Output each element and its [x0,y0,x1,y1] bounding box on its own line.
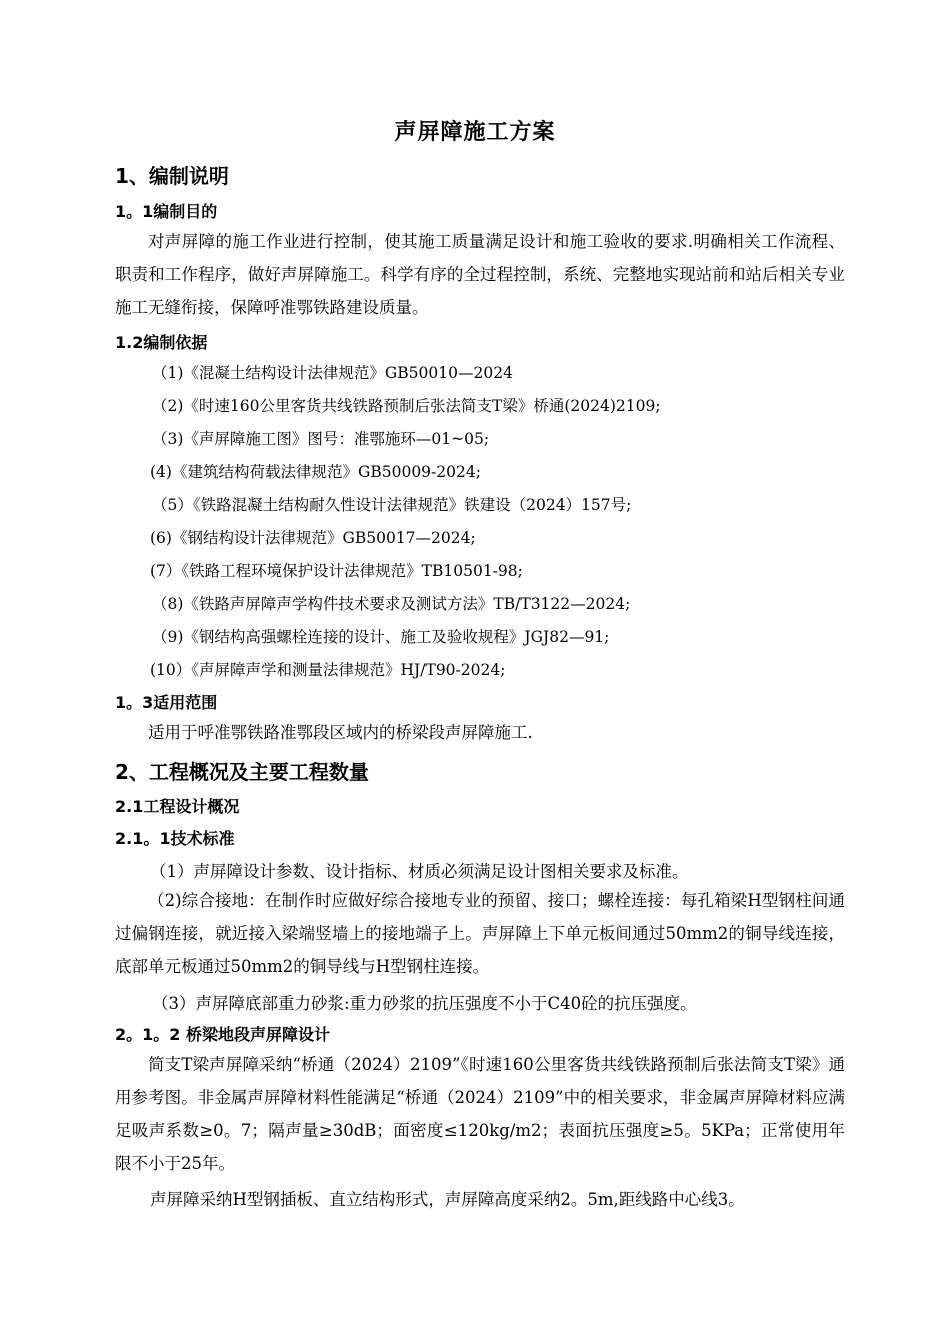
section-1-3-paragraph: 适用于呼准鄂铁路准鄂段区域内的桥梁段声屏障施工. [148,723,533,742]
standard-item-3: （3）声屏障底部重力砂浆:重力砂浆的抗压强度不小于C40砼的抗压强度。 [152,994,697,1013]
reference-item: （1)《混凝土结构设计法律规范》GB50010—2024 [152,364,513,382]
reference-item: (6)《钢结构设计法律规范》GB50017—2024; [150,529,476,547]
reference-item: （9)《钢结构高强螺栓连接的设计、施工及验收规程》JGJ82—91; [152,628,610,646]
reference-item: (10）《声屏障声学和测量法律规范》HJ/T90-2024; [150,661,506,679]
section-2-1-2-heading: 2。1。2 桥梁地段声屏障设计 [115,1025,330,1044]
section-1-2-heading: 1.2编制依据 [115,333,208,352]
standard-item-1: （1）声屏障设计参数、设计指标、材质必须满足设计图相关要求及标准。 [150,862,689,881]
section-2-1-2-paragraph-2: 声屏障采纳H型钢插板、直立结构形式，声屏障高度采纳2。5m,距线路中心线3。 [150,1190,745,1209]
section-1-1-paragraph: 对声屏障的施工作业进行控制，使其施工质量满足设计和施工验收的要求.明确相关工作流程、职责和工作程序，做好声屏障施工。科学有序的全过程控制，系统、完整地实现站前和站后相关专业施工无缝衔接，保障呼准鄂铁路建设质量。 [115,232,845,317]
section-1-1-heading: 1。1编制目的 [115,202,218,221]
reference-item: (7）《铁路工程环境保护设计法律规范》TB10501-98; [150,562,523,580]
section-2-1-heading: 2.1工程设计概况 [115,797,240,816]
reference-item: （3)《声屏障施工图》图号：准鄂施环—01~05; [152,430,490,448]
section-2-heading: 2、工程概况及主要工程数量 [115,760,369,784]
reference-item: （2)《时速160公里客货共线铁路预制后张法简支T梁》桥通(2024)2109; [152,397,661,415]
reference-item: （5）《铁路混凝土结构耐久性设计法律规范》铁建设（2024）157号; [152,496,632,514]
reference-item: (4)《建筑结构荷载法律规范》GB50009-2024; [150,463,481,481]
section-1-heading: 1、编制说明 [115,164,229,188]
document-title: 声屏障施工方案 [394,120,556,145]
section-1-3-heading: 1。3适用范围 [115,693,218,712]
section-2-1-2-paragraph-1: 简支T梁声屏障采纳“桥通（2024）2109”《时速160公里客货共线铁路预制后张法简支T梁》通用参考图。非金属声屏障材料性能满足“桥通（2024）2109”中的相关要求，非金属声屏障材料应满足吸声系数≥0。7；隔声量≥30dB；面密度≤120kg/m2；表面抗压强度≥5。5KPa；正常使用年限不小于25年。 [115,1055,845,1173]
section-2-1-1-heading: 2.1。1技术标准 [115,829,235,848]
standard-item-2: （2)综合接地：在制作时应做好综合接地专业的预留、接口；螺栓连接：每孔箱梁H型钢柱间通过偏钢连接，就近接入梁端竖墙上的接地端子上。声屏障上下单元板间通过50mm2的铜导线连接，底部单元板通过50mm2的铜导线与H型钢柱连接。 [115,891,845,976]
reference-item: （8)《铁路声屏障声学构件技术要求及测试方法》TB/T3122—2024; [152,595,631,613]
